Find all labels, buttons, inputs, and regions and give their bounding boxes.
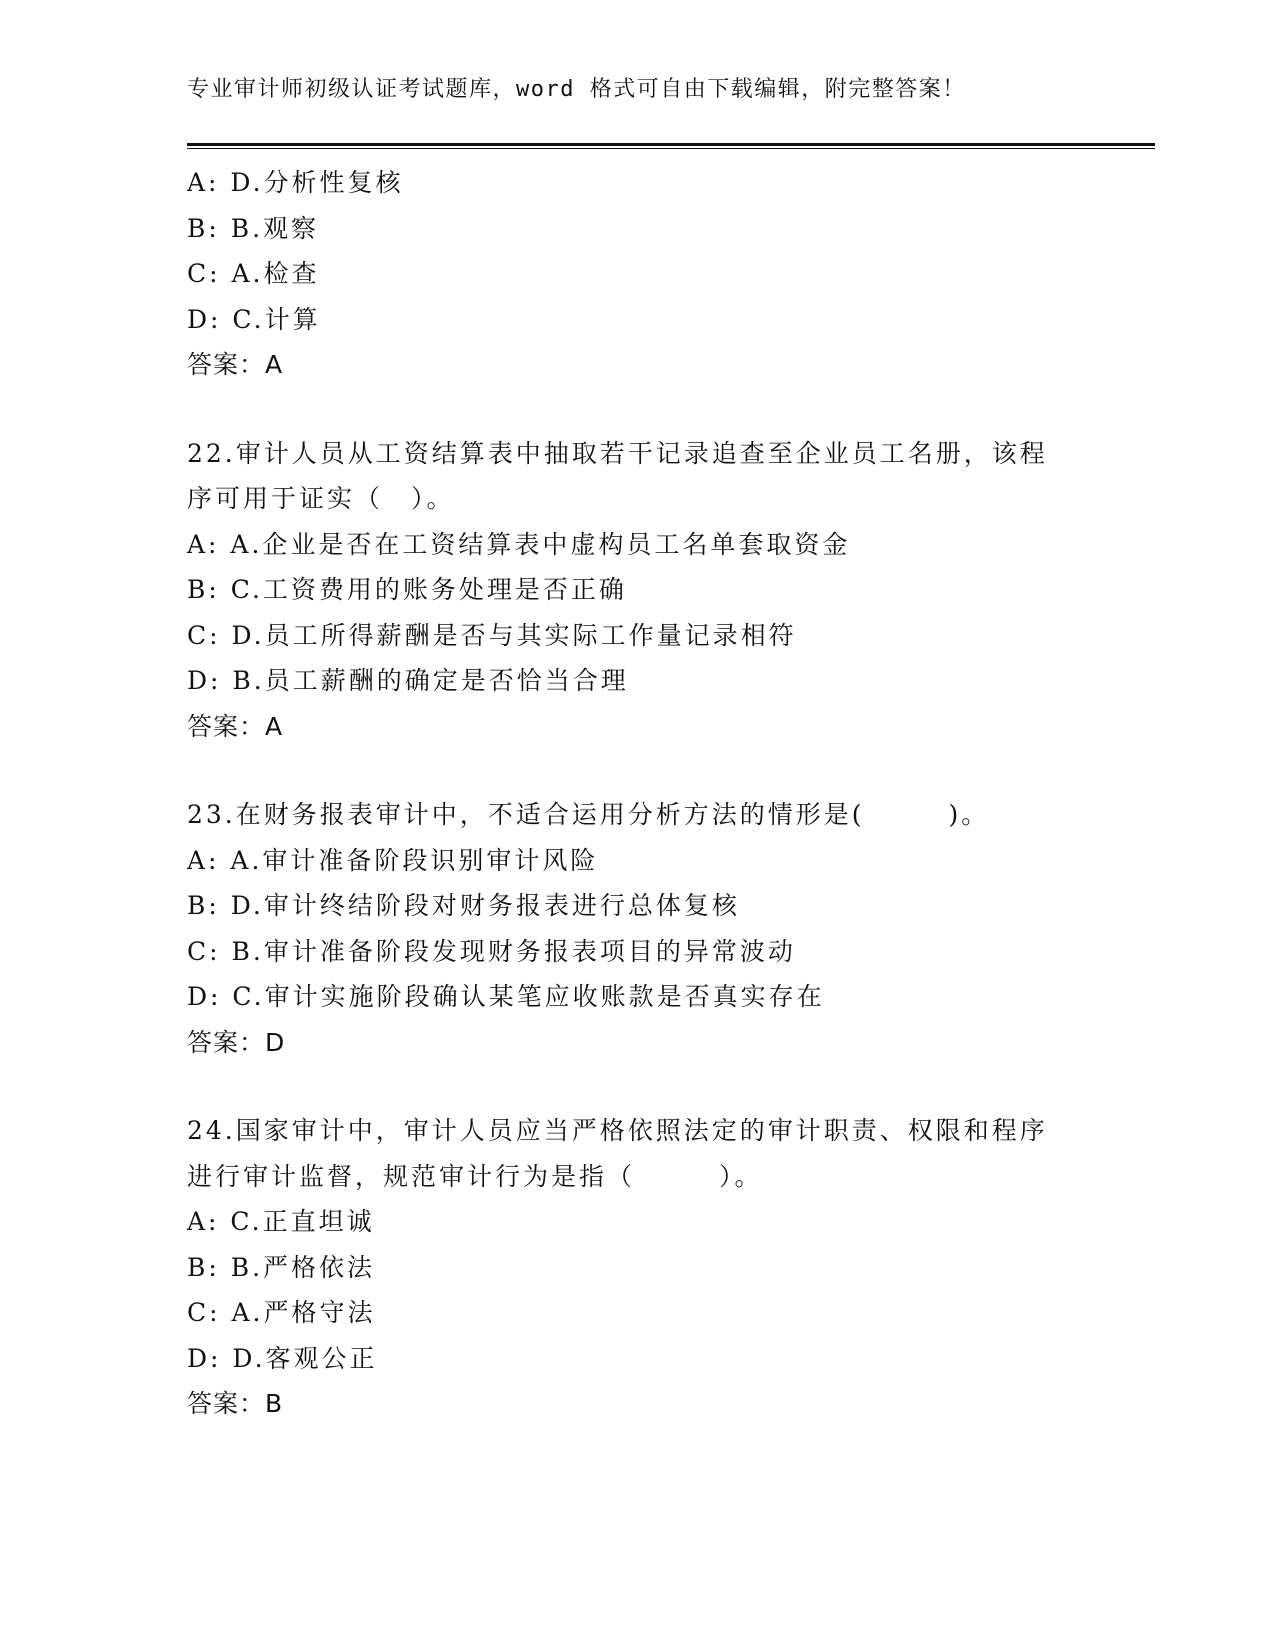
option-d: D: D.客观公正	[187, 1343, 378, 1373]
option-d: D: B.员工薪酬的确定是否恰当合理	[187, 666, 629, 695]
question-text: 序可用于证实（ ）。	[187, 484, 455, 513]
question-text: 22.审计人员从工资结算表中抽取若干记录追查至企业员工名册，该程	[187, 438, 1048, 468]
question-24	[187, 1108, 1087, 1427]
option-c: C: A.严格守法	[187, 1298, 376, 1327]
option-c: C: B.审计准备阶段发现财务报表项目的异常波动	[187, 936, 796, 966]
option-a: A: C.正直坦诚	[187, 1207, 375, 1236]
option-c: C: A.检查	[187, 259, 320, 288]
page-header: 专业审计师初级认证考试题库，word 格式可自由下载编辑，附完整答案！	[187, 77, 966, 102]
option-b: B: C.工资费用的账务处理是否正确	[187, 575, 627, 604]
question-22	[187, 431, 1087, 750]
question-text: 进行审计监督，规范审计行为是指（ ）。	[187, 1161, 763, 1191]
answer: 答案：A	[187, 350, 284, 379]
option-b: B: D.审计终结阶段对财务报表进行总体复核	[187, 891, 740, 920]
option-a: A: D.分析性复核	[187, 168, 404, 197]
option-d: D: C.计算	[187, 304, 321, 334]
header-divider	[187, 143, 1155, 149]
answer: 答案：A	[187, 711, 284, 741]
question-text: 24.国家审计中，审计人员应当严格依照法定的审计职责、权限和程序	[187, 1116, 1048, 1145]
option-a: A: A.审计准备阶段识别审计风险	[187, 845, 599, 875]
question-23	[187, 792, 1087, 1065]
option-c: C: D.员工所得薪酬是否与其实际工作量记录相符	[187, 620, 797, 650]
option-b: B: B.观察	[187, 213, 320, 243]
answer: 答案：B	[187, 1389, 284, 1418]
question-list	[187, 160, 1087, 1427]
option-b: B: B.严格依法	[187, 1252, 376, 1282]
option-d: D: C.审计实施阶段确认某笔应收账款是否真实存在	[187, 982, 825, 1011]
question-text: 23.在财务报表审计中，不适合运用分析方法的情形是( )。	[187, 800, 990, 829]
question-21	[187, 160, 1087, 388]
answer: 答案：D	[187, 1027, 286, 1057]
option-a: A: A.企业是否在工资结算表中虚构员工名单套取资金	[187, 529, 851, 559]
